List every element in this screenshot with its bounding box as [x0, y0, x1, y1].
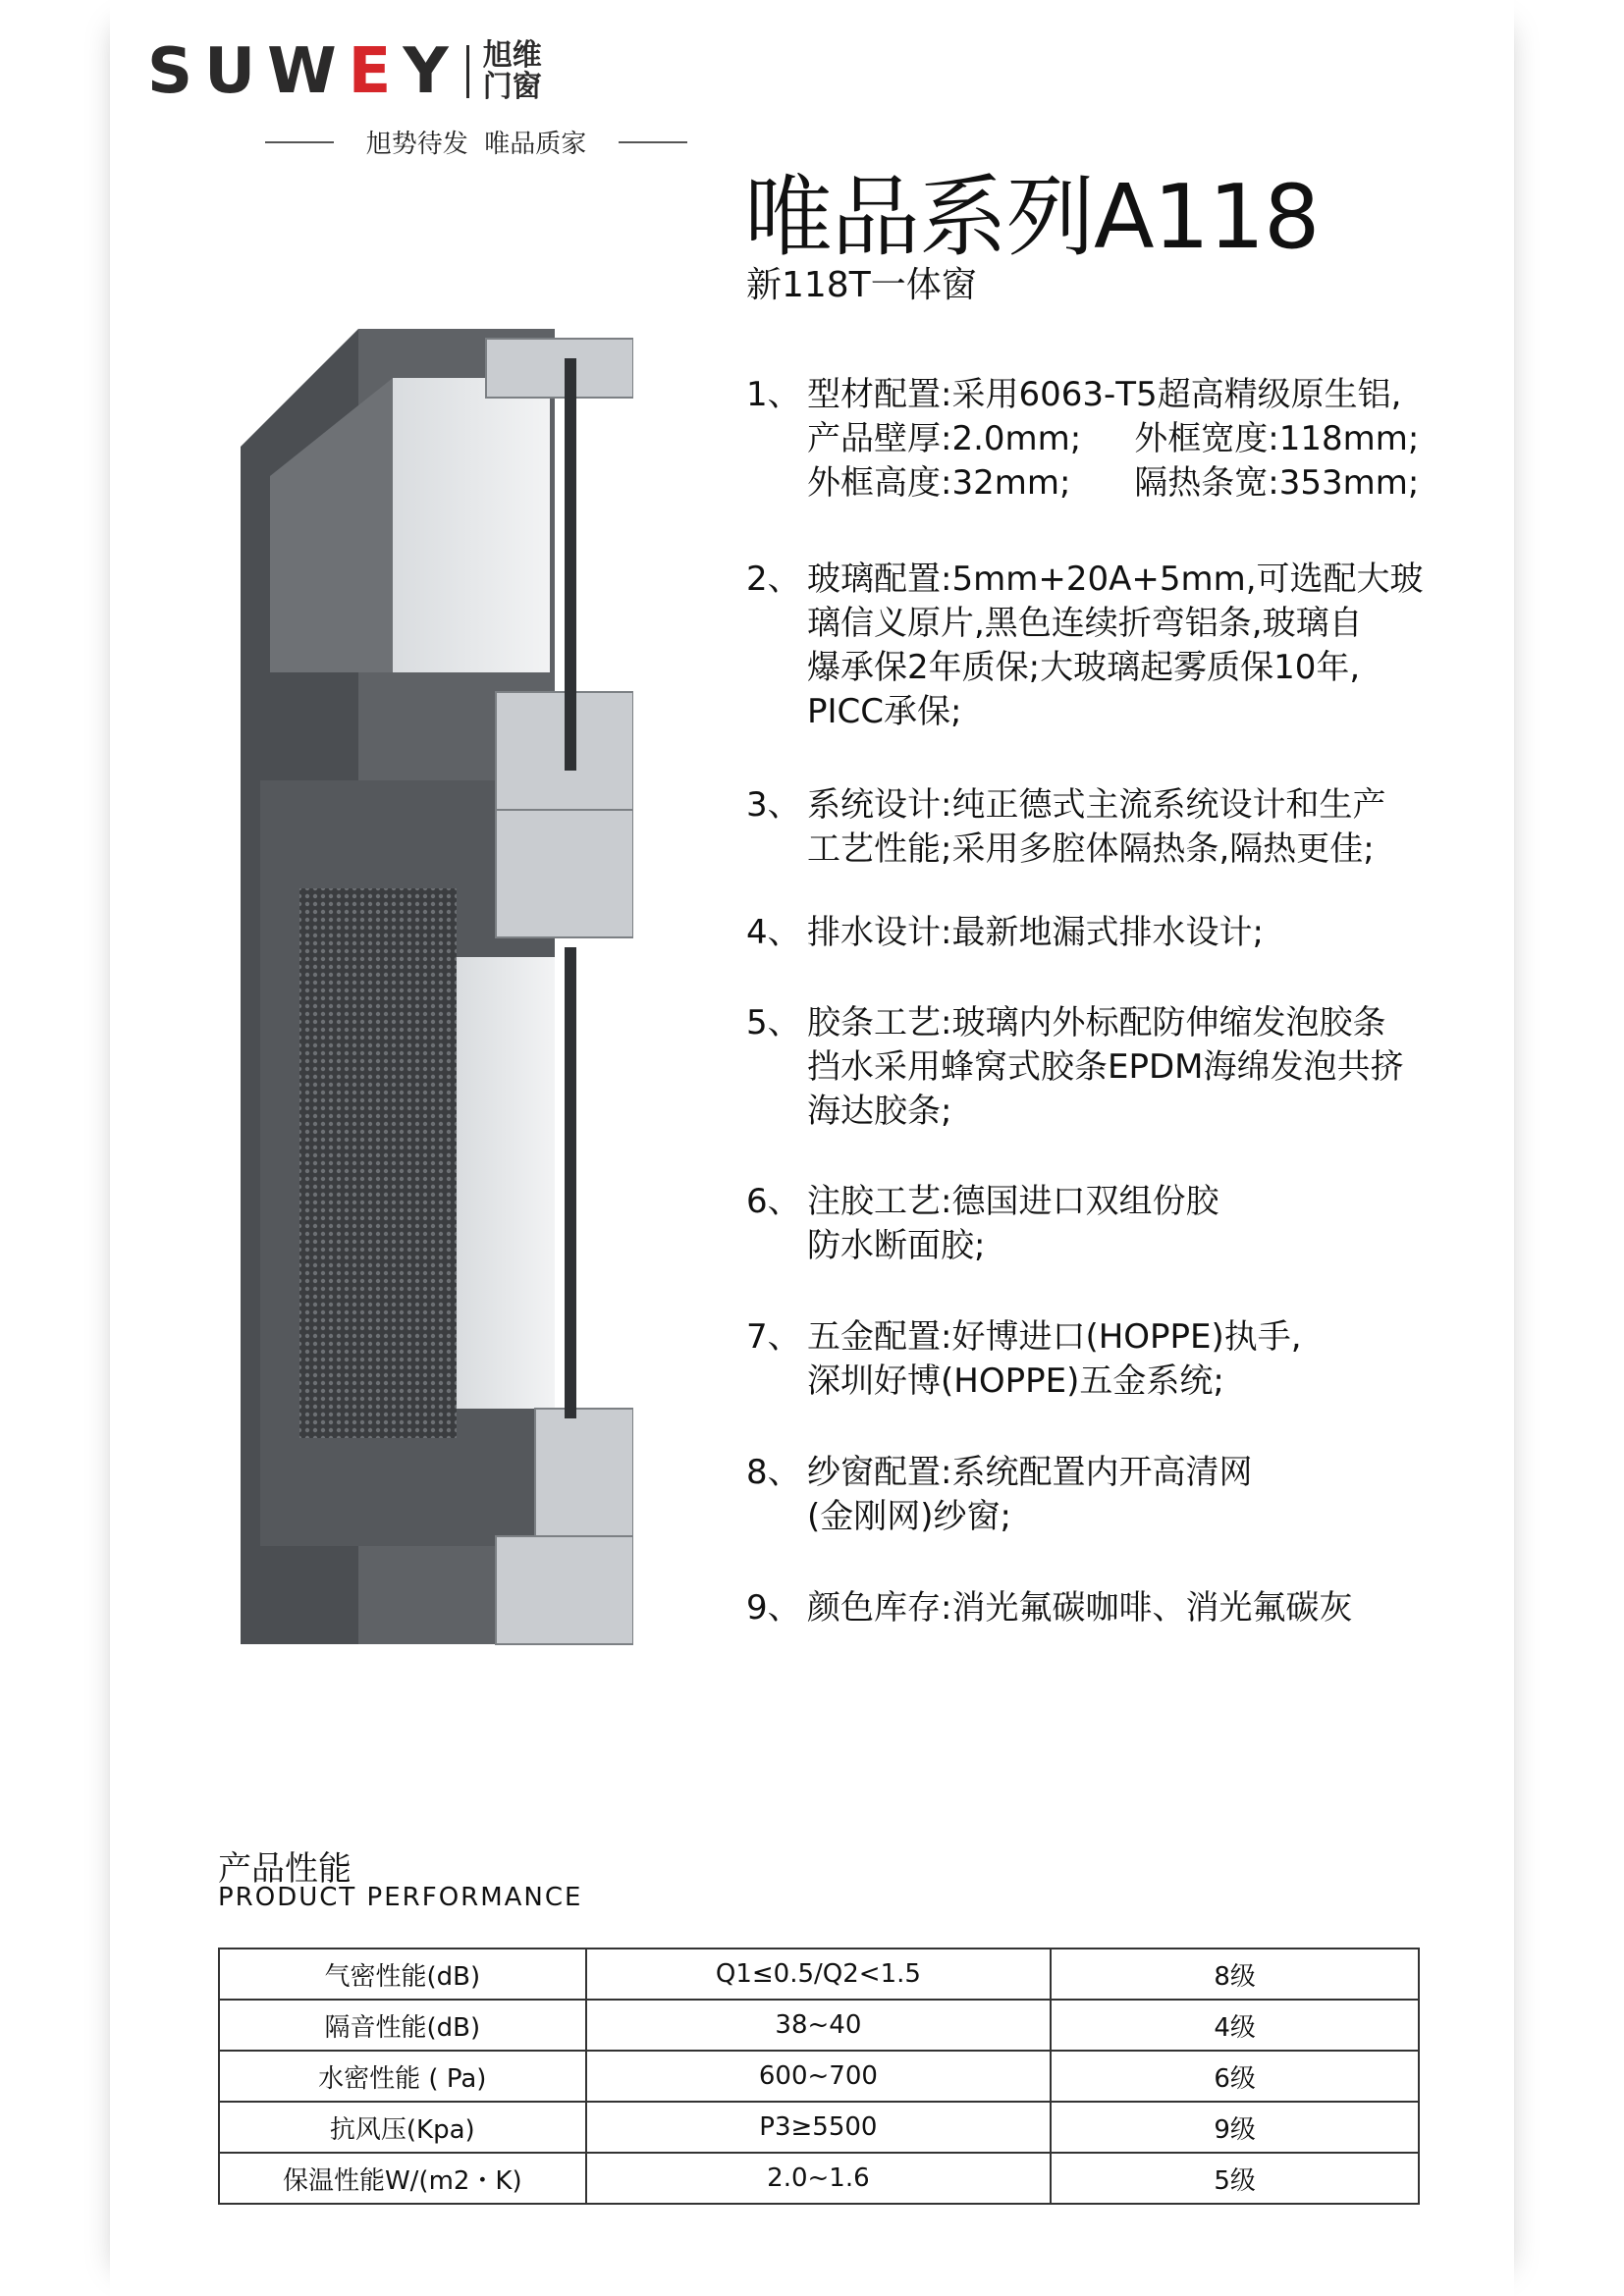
slogan-rule-left: [265, 141, 334, 143]
logo-divider: [466, 45, 469, 98]
window-section-illustration: [241, 319, 633, 1654]
profile-mid-lower: [496, 810, 633, 937]
screen-mesh: [299, 888, 457, 1438]
perf-grade: 9级: [1051, 2102, 1419, 2153]
logo-wordmark: SUWEY: [147, 35, 460, 108]
profile-top: [486, 339, 633, 398]
spec-number: 4、: [746, 913, 801, 952]
table-row: [219, 2102, 1419, 2153]
slogan-text: 旭势待发 唯品质家: [365, 130, 587, 159]
page-title: 唯品系列A118: [744, 166, 1320, 269]
table-row: [219, 2051, 1419, 2102]
spec-number: 9、: [746, 1588, 801, 1628]
profile-bottom-inner: [535, 1409, 633, 1536]
spec-item-5: [746, 1001, 1492, 1134]
logo-cn-line1: 旭维: [482, 38, 542, 73]
spec-number: 3、: [746, 785, 801, 825]
spec-text: 排水设计:最新地漏式排水设计;: [807, 913, 1264, 952]
perf-name: 水密性能 ( Pa): [219, 2051, 586, 2102]
perf-grade: 4级: [1051, 2000, 1419, 2051]
spec-item-7: [746, 1315, 1492, 1404]
perf-grade: 6级: [1051, 2051, 1419, 2102]
spec-number: 7、: [746, 1317, 801, 1357]
spec-number: 6、: [746, 1182, 801, 1221]
spec-text: 系统设计:纯正德式主流系统设计和生产 工艺性能;采用多腔体隔热条,隔热更佳;: [807, 785, 1386, 869]
spec-text: 玻璃配置:5mm+20A+5mm,可选配大玻 璃信义原片,黑色连续折弯铝条,玻璃自 爆承保2年质保;大玻璃起雾质保10年, PICC承保;: [807, 560, 1424, 731]
spec-item-9: [746, 1586, 1492, 1630]
perf-name: 抗风压(Kpa): [219, 2102, 586, 2153]
spec-text: 注胶工艺:德国进口双组份胶 防水断面胶;: [807, 1182, 1219, 1265]
table-row: [219, 2000, 1419, 2051]
spec-text: 五金配置:好博进口(HOPPE)执手, 深圳好博(HOPPE)五金系统;: [807, 1317, 1302, 1401]
profile-bottom: [496, 1536, 633, 1644]
logo-cn: [483, 40, 552, 103]
spec-item-6: [746, 1180, 1492, 1268]
perf-value: Q1≤0.5/Q2<1.5: [586, 1949, 1052, 2000]
spec-item-2: [746, 558, 1492, 734]
spec-text: 胶条工艺:玻璃内外标配防伸缩发泡胶条 挡水采用蜂窝式胶条EPDM海绵发泡共挤 海达胶条;: [807, 1003, 1404, 1131]
lower-glass: [457, 957, 555, 1409]
spec-item-1: [746, 373, 1492, 506]
spec-number: 8、: [746, 1453, 801, 1492]
slogan: [265, 124, 687, 160]
perf-name: 隔音性能(dB): [219, 2000, 586, 2051]
perf-grade: 5级: [1051, 2153, 1419, 2204]
spec-item-4: [746, 911, 1492, 955]
spec-item-8: [746, 1451, 1492, 1539]
perf-grade: 8级: [1051, 1949, 1419, 2000]
spec-number: 5、: [746, 1003, 801, 1042]
performance-table: [218, 1948, 1420, 2205]
table-row: [219, 1949, 1419, 2000]
perf-value: 2.0~1.6: [586, 2153, 1052, 2204]
slogan-rule-right: [619, 141, 687, 143]
table-row: [219, 2153, 1419, 2204]
page-subtitle: 新118T一体窗: [746, 265, 977, 305]
perf-name: 保温性能W/(m2・K): [219, 2153, 586, 2204]
perf-value: P3≥5500: [586, 2102, 1052, 2153]
performance-title: 产品性能: [218, 1849, 352, 1889]
glass-spacer-upper: [565, 358, 576, 771]
perf-value: 600~700: [586, 2051, 1052, 2102]
spec-number: 2、: [746, 560, 801, 599]
perf-name: 气密性能(dB): [219, 1949, 586, 2000]
logo-cn-line2: 门窗: [482, 70, 542, 104]
performance-subtitle: PRODUCT PERFORMANCE: [218, 1883, 583, 1912]
spec-text: 型材配置:采用6063-T5超高精级原生铝, 产品壁厚:2.0mm; 外框宽度:118mm; 外框高度:32mm; 隔热条宽:353mm;: [807, 375, 1420, 503]
glass-spacer-lower: [565, 947, 576, 1418]
spec-item-3: [746, 783, 1492, 872]
spec-text: 纱窗配置:系统配置内开高清网 (金刚网)纱窗;: [807, 1453, 1253, 1536]
perf-value: 38~40: [586, 2000, 1052, 2051]
spec-text: 颜色库存:消光氟碳咖啡、消光氟碳灰: [807, 1588, 1353, 1628]
upper-glass: [393, 378, 550, 672]
spec-number: 1、: [746, 375, 801, 414]
brand-logo: [147, 35, 552, 108]
